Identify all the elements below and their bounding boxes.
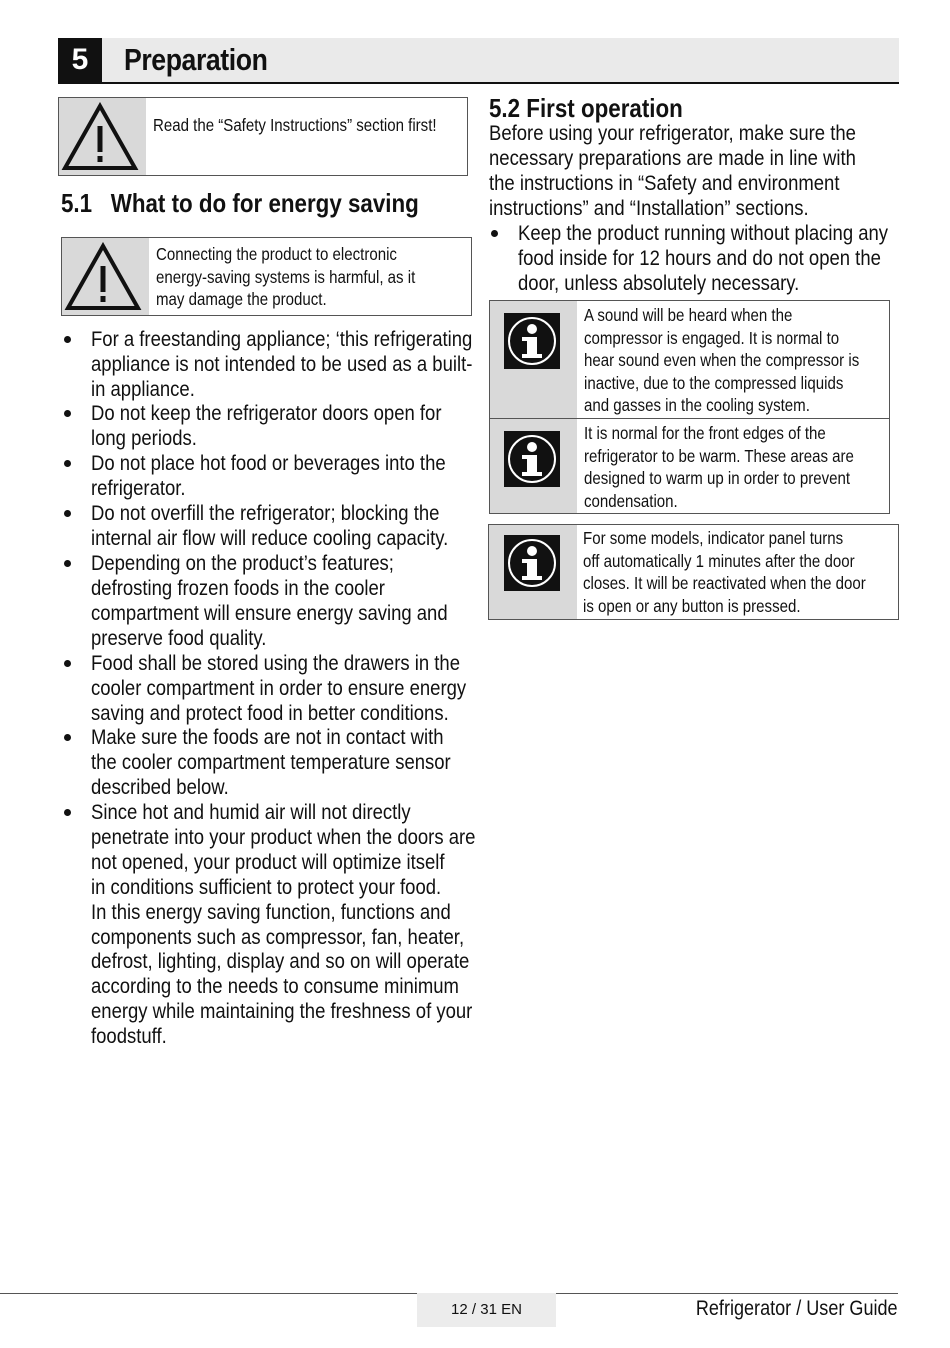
- bullet-dot: [64, 460, 71, 467]
- warning-line: may damage the product.: [156, 289, 327, 310]
- info-icon: [504, 431, 560, 487]
- list-item: Make sure the foods are not in contact with the cooler compartment temperature sensor described below.: [91, 725, 451, 799]
- bullet-dot: [64, 660, 71, 667]
- bullet-dot: [491, 230, 498, 237]
- list-item: Do not overfill the refrigerator; blocking the internal air flow will reduce cooling capacity.: [91, 501, 449, 550]
- document-title: Refrigerator / User Guide: [696, 1297, 898, 1320]
- section-5-1-heading: 5.1 What to do for energy saving: [61, 188, 419, 218]
- list-item: For a freestanding appliance; ‘this refrigerating appliance is not intended to be used as a built- in appliance.: [91, 327, 473, 401]
- page-number-box: [417, 1293, 556, 1327]
- safety-note-text: Read the “Safety Instructions” section first!: [153, 115, 437, 135]
- list-item: Depending on the product’s features; defrosting frozen foods in the cooler compartment will ensure energy saving and preserve food quality.: [91, 551, 448, 650]
- safety-note: [58, 97, 468, 176]
- bullet-dot: [64, 809, 71, 816]
- bullet-dot: [64, 336, 71, 343]
- warning-icon-cell: [62, 238, 149, 315]
- bullet-dot: [64, 510, 71, 517]
- chapter-title: Preparation: [124, 42, 268, 77]
- chapter-number: 5: [58, 38, 102, 82]
- list-item: Do not place hot food or beverages into the refrigerator.: [91, 451, 446, 500]
- info-note-indicator-panel: For some models, indicator panel turns off automatically 1 minutes after the door closes. It will be reactivated when the door is open or any button is pressed.: [488, 524, 899, 620]
- section-5-2-intro: Before using your refrigerator, make sure the necessary preparations are made in line with the instructions in “Safety and environment instructions” and “Installation” sections.: [489, 121, 856, 220]
- bullet-dot: [64, 560, 71, 567]
- info-icon: [504, 535, 560, 591]
- list-item: Do not keep the refrigerator doors open for long periods.: [91, 401, 442, 450]
- chapter-header: [58, 38, 899, 84]
- bullet-dot: [64, 410, 71, 417]
- page-number: 12 / 31 EN: [451, 1301, 522, 1318]
- warning-icon: [64, 242, 142, 312]
- list-item: Since hot and humid air will not directly penetrate into your product when the doors are not opened, your product will optimize itself in conditions sufficient to protect your food. In this energy saving function, functions and components such as compressor, fan, heater, defrost, lighting, display and so on will operate according to the needs to consume minimum energy while maintaining the freshness of your foodstuff.: [91, 800, 476, 1049]
- energy-warning-note: [61, 237, 472, 316]
- warning-line: energy-saving systems is harmful, as it: [156, 266, 416, 287]
- section-5-2-heading: 5.2 First operation: [489, 93, 683, 123]
- list-item: Keep the product running without placing any food inside for 12 hours and do not open the door, unless absolutely necessary.: [518, 221, 889, 295]
- bullet-dot: [64, 734, 71, 741]
- info-note-warm-edges: It is normal for the front edges of the refrigerator to be warm. These areas are designed to warm up in order to prevent condensation.: [489, 418, 890, 514]
- warning-icon-cell: [59, 98, 146, 175]
- info-icon: [504, 313, 560, 369]
- warning-line: Connecting the product to electronic: [156, 244, 397, 264]
- info-note-compressor: A sound will be heard when the compressor is engaged. It is normal to hear sound even when the compressor is inactive, due to the compressed liquids and gasses in the cooling system.: [489, 300, 890, 419]
- warning-icon: [61, 102, 139, 172]
- list-item: Food shall be stored using the drawers in the cooler compartment in order to ensure energy saving and protect food in better conditions.: [91, 651, 467, 725]
